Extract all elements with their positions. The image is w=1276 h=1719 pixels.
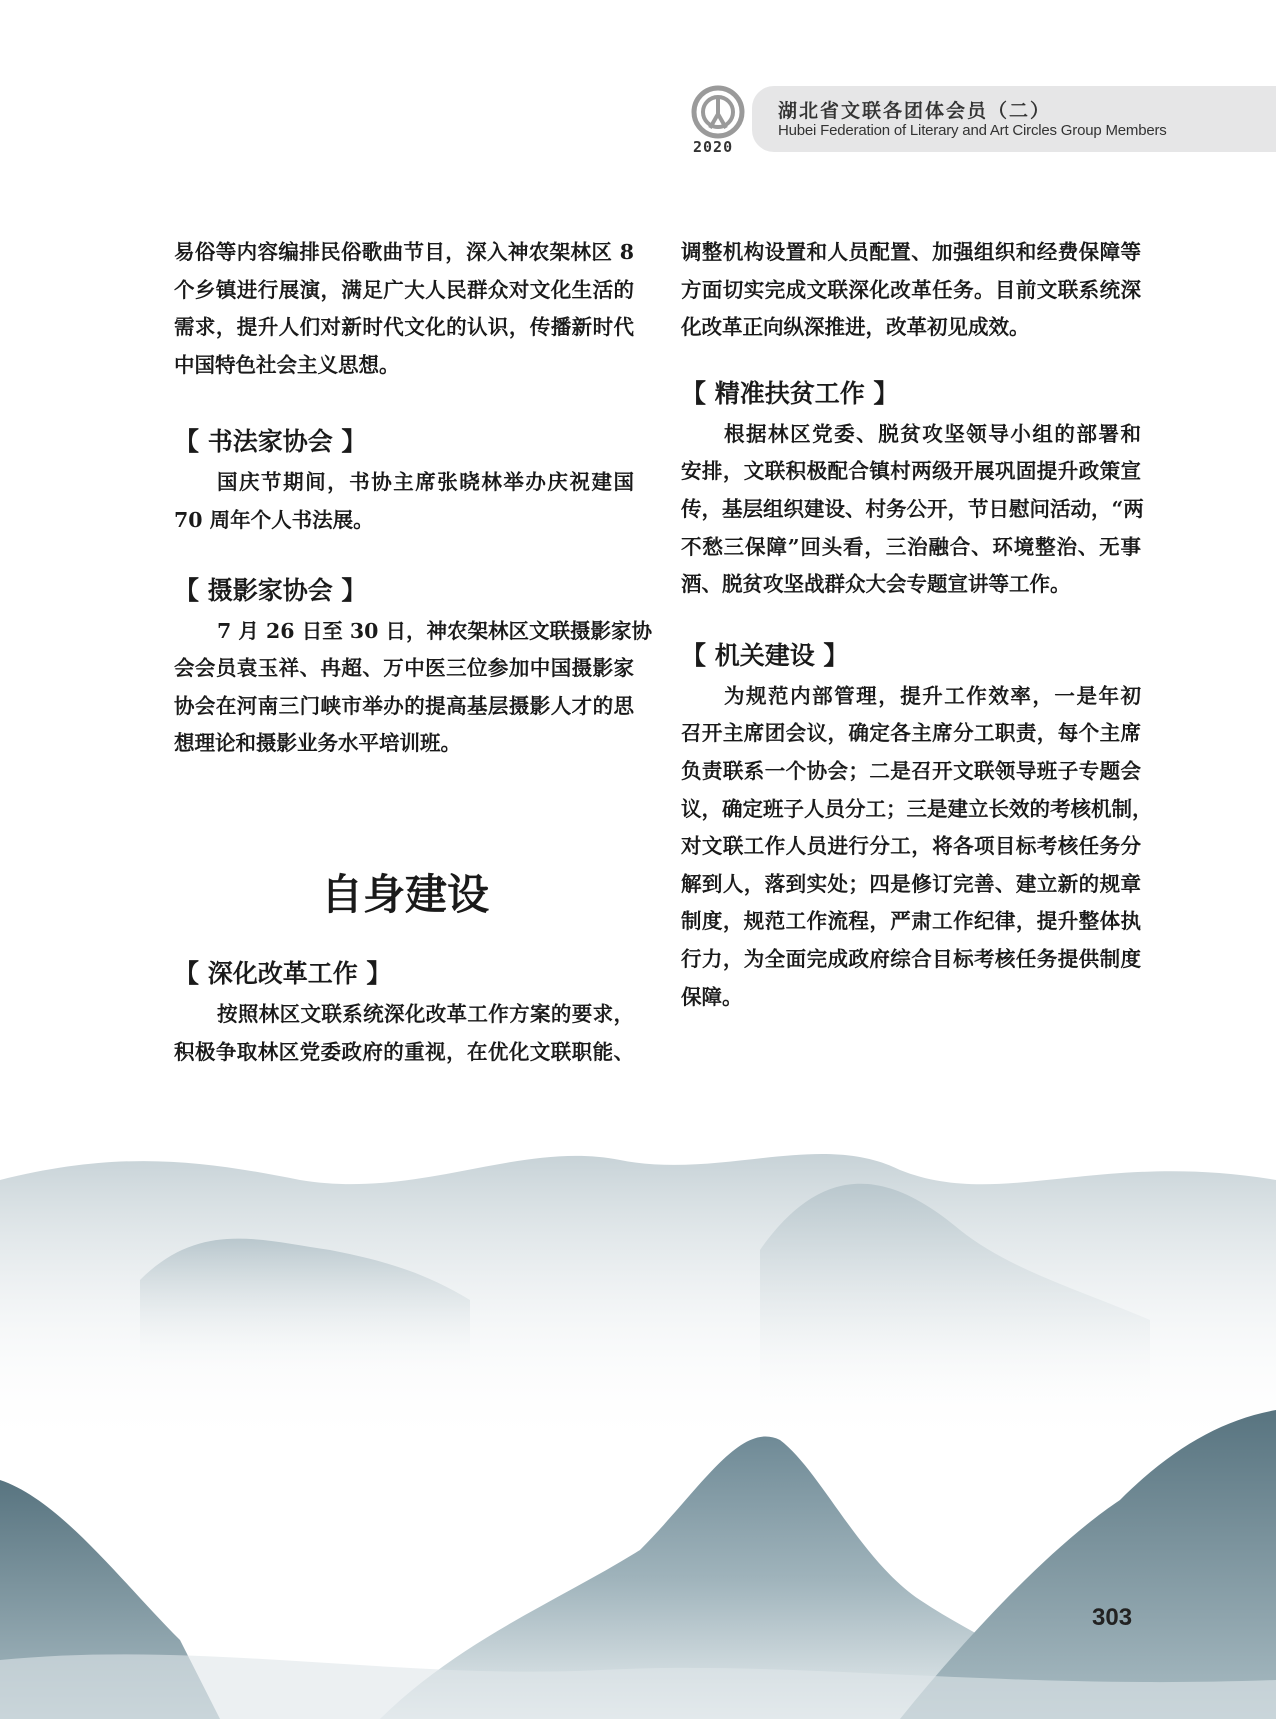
text-line: 行力，为全面完成政府综合目标考核任务提供制度 [681,946,1141,971]
text-line: 根据林区党委、脱贫攻坚领导小组的部署和 [724,421,1141,446]
paragraph [681,416,1144,604]
text-line: 为规范内部管理，提升工作效率，一是年初 [724,683,1141,708]
paragraph [174,464,634,539]
subheading-organ: 【 机关建设 】 [681,640,849,670]
ink-mountain-illustration [0,1120,1276,1719]
subheading-calligraphy: 【 书法家协会 】 [174,427,367,457]
paragraph [174,234,634,384]
right-column [681,234,1153,1016]
paragraph [174,613,653,763]
text-line: 协会在河南三门峡市举办的提高基层摄影人才的思 [174,693,634,718]
paragraph [681,678,1153,1016]
text-line: 解到人，落到实处；四是修订完善、建立新的规章 [681,871,1141,896]
text-line: 中国特色社会主义思想。 [174,352,400,377]
paragraph [174,996,634,1071]
text-line: 国庆节期间，书协主席张晓林举办庆祝建国 [217,470,634,495]
text-line: 方面切实完成文联深化改革任务。目前文联系统深 [681,277,1141,302]
text-line: 负责联系一个协会；二是召开文联领导班子专题会 [681,758,1141,783]
text-line: 会会员袁玉祥、冉超、万中医三位参加中国摄影家 [174,656,634,681]
text-line: 化改革正向纵深推进，改革初见成效。 [681,315,1030,340]
text-line: 70 周年个人书法展。 [174,507,374,532]
text-line: 想理论和摄影业务水平培训班。 [174,731,461,756]
federation-logo-icon [690,84,746,140]
header-year: 2020 [693,138,734,156]
text-line: 安排，文联积极配合镇村两级开展巩固提升政策宣 [681,459,1141,484]
text-line: 7 月 26 日至 30 日，神农架林区文联摄影家协 [217,618,653,643]
text-line: 传，基层组织建设、村务公开，节日慰问活动，“两 [681,496,1144,521]
text-line: 按照林区文联系统深化改革工作方案的要求， [217,1002,634,1026]
text-line: 易俗等内容编排民俗歌曲节目，深入神农架林区 8 [174,240,634,264]
header-title-cn: 湖北省文联各团体会员（二） [778,100,1052,122]
text-line: 个乡镇进行展演，满足广大人民群众对文化生活的 [174,277,634,302]
section-title: 自身建设 [320,870,489,919]
text-line: 保障。 [681,984,743,1009]
page-number: 303 [1092,1604,1133,1631]
header-title-en: Hubei Federation of Literary and Art Circles Group Members [778,122,1167,139]
text-line: 议，确定班子人员分工；三是建立长效的考核机制， [681,796,1153,821]
text-line: 不愁三保障”回头看，三治融合、环境整治、无事 [681,534,1141,559]
text-line: 积极争取林区党委政府的重视，在优化文联职能、 [174,1039,634,1064]
subheading-reform: 【 深化改革工作 】 [174,959,392,988]
left-column-lower [174,952,634,1071]
text-line: 酒、脱贫攻坚战群众大会专题宣讲等工作。 [681,572,1071,597]
left-column [174,234,653,763]
text-line: 制度，规范工作流程，严肃工作纪律，提升整体执 [681,909,1141,934]
subheading-poverty: 【 精准扶贫工作 】 [681,378,899,408]
text-line: 需求，提升人们对新时代文化的认识，传播新时代 [174,315,634,340]
paragraph [681,234,1141,347]
text-line: 对文联工作人员进行分工，将各项目标考核任务分 [681,834,1141,859]
subheading-photography: 【 摄影家协会 】 [174,575,367,605]
text-line: 调整机构设置和人员配置、加强组织和经费保障等 [681,240,1141,264]
text-line: 召开主席团会议，确定各主席分工职责，每个主席 [681,721,1141,746]
